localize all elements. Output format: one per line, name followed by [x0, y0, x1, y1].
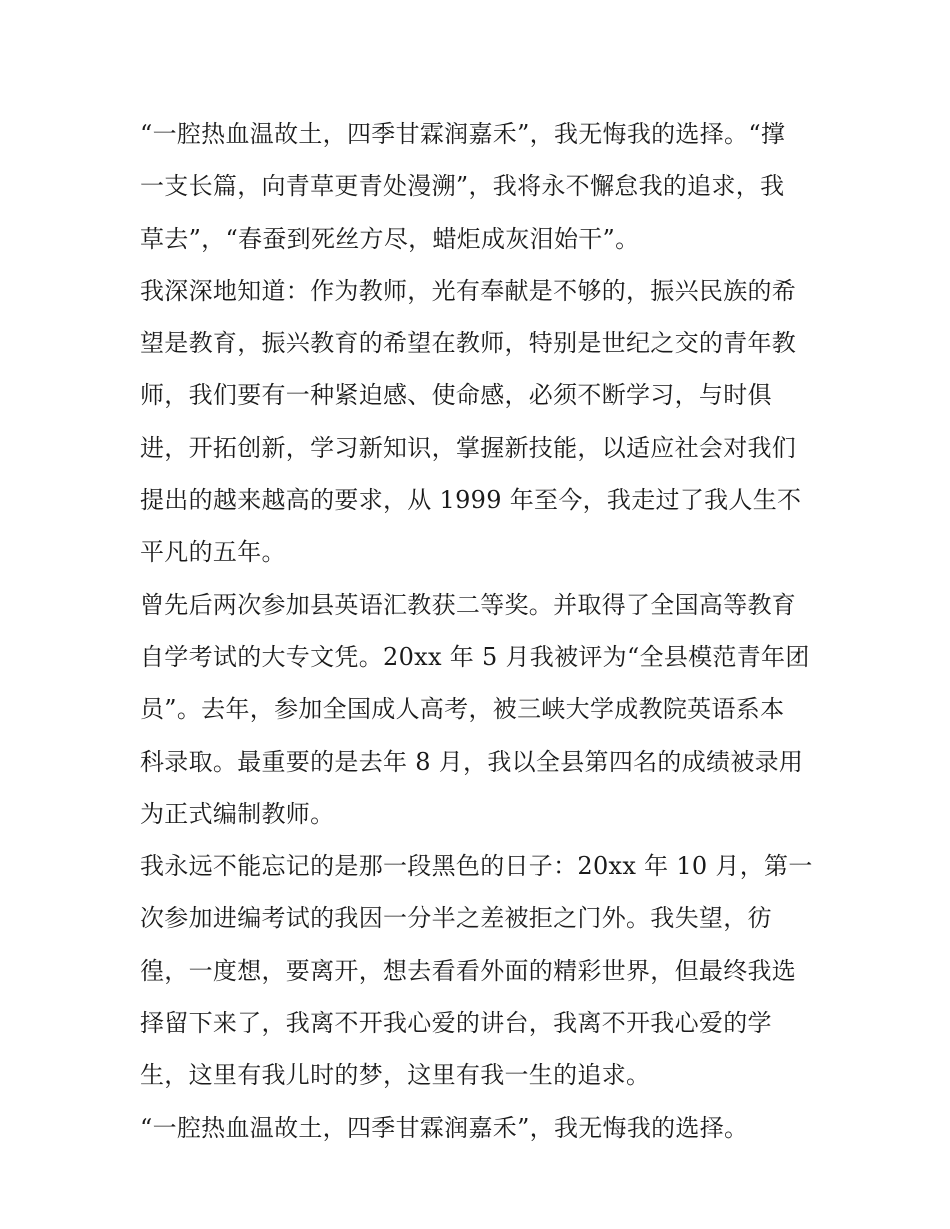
text-line: 我永远不能忘记的是那一段黑色的日子：20xx 年 10 月，第一 — [140, 852, 813, 881]
text-line: 科录取。最重要的是去年 8 月，我以全县第四名的成绩被录用 — [140, 747, 804, 776]
text-line: “一腔热血温故土，四季甘霖润嘉禾”，我无悔我的选择。 — [140, 1113, 749, 1142]
text-line: 平凡的五年。 — [140, 538, 286, 567]
document-body — [140, 108, 815, 1154]
paragraph-5 — [140, 1102, 815, 1154]
paragraph-1 — [140, 108, 815, 265]
text-line: 择留下来了，我离不开我心爱的讲台，我离不开我心爱的学 — [140, 1009, 772, 1038]
text-line: “一腔热血温故土，四季甘霖润嘉禾”，我无悔我的选择。“撑 — [140, 120, 786, 148]
text-line: 员”。去年，参加全国成人高考，被三峡大学成教院英语系本 — [140, 695, 785, 724]
text-line: 提出的越来越高的要求，从 1999 年至今，我走过了我人生不 — [140, 486, 802, 515]
paragraph-3 — [140, 579, 815, 840]
paragraph-4 — [140, 840, 815, 1101]
paragraph-2 — [140, 265, 815, 579]
text-line: 次参加进编考试的我因一分半之差被拒之门外。我失望，彷 — [140, 904, 772, 933]
text-line: 师，我们要有一种紧迫感、使命感，必须不断学习，与时俱 — [140, 381, 772, 410]
text-line: 自学考试的大专文凭。20xx 年 5 月我被评为“全县模范青年团 — [140, 642, 810, 671]
text-line: 进，开拓创新，学习新知识，掌握新技能，以适应社会对我们 — [140, 433, 797, 462]
text-line: 徨，一度想，要离开，想去看看外面的精彩世界，但最终我选 — [140, 956, 797, 985]
text-line: 望是教育，振兴教育的希望在教师，特别是世纪之交的青年教 — [140, 329, 797, 358]
text-line: 为正式编制教师。 — [140, 799, 335, 828]
text-line: 草去”，“春蚕到死丝方尽，蜡炬成灰泪始干”。 — [140, 224, 640, 253]
text-line: 曾先后两次参加县英语汇教获二等奖。并取得了全国高等教育 — [140, 590, 797, 619]
text-line: 生，这里有我儿时的梦，这里有我一生的追求。 — [140, 1061, 651, 1090]
text-line: 一支长篇，向青草更青处漫溯”，我将永不懈怠我的追求，我 — [140, 172, 785, 201]
text-line: 我深深地知道：作为教师，光有奉献是不够的，振兴民族的希 — [140, 276, 797, 305]
